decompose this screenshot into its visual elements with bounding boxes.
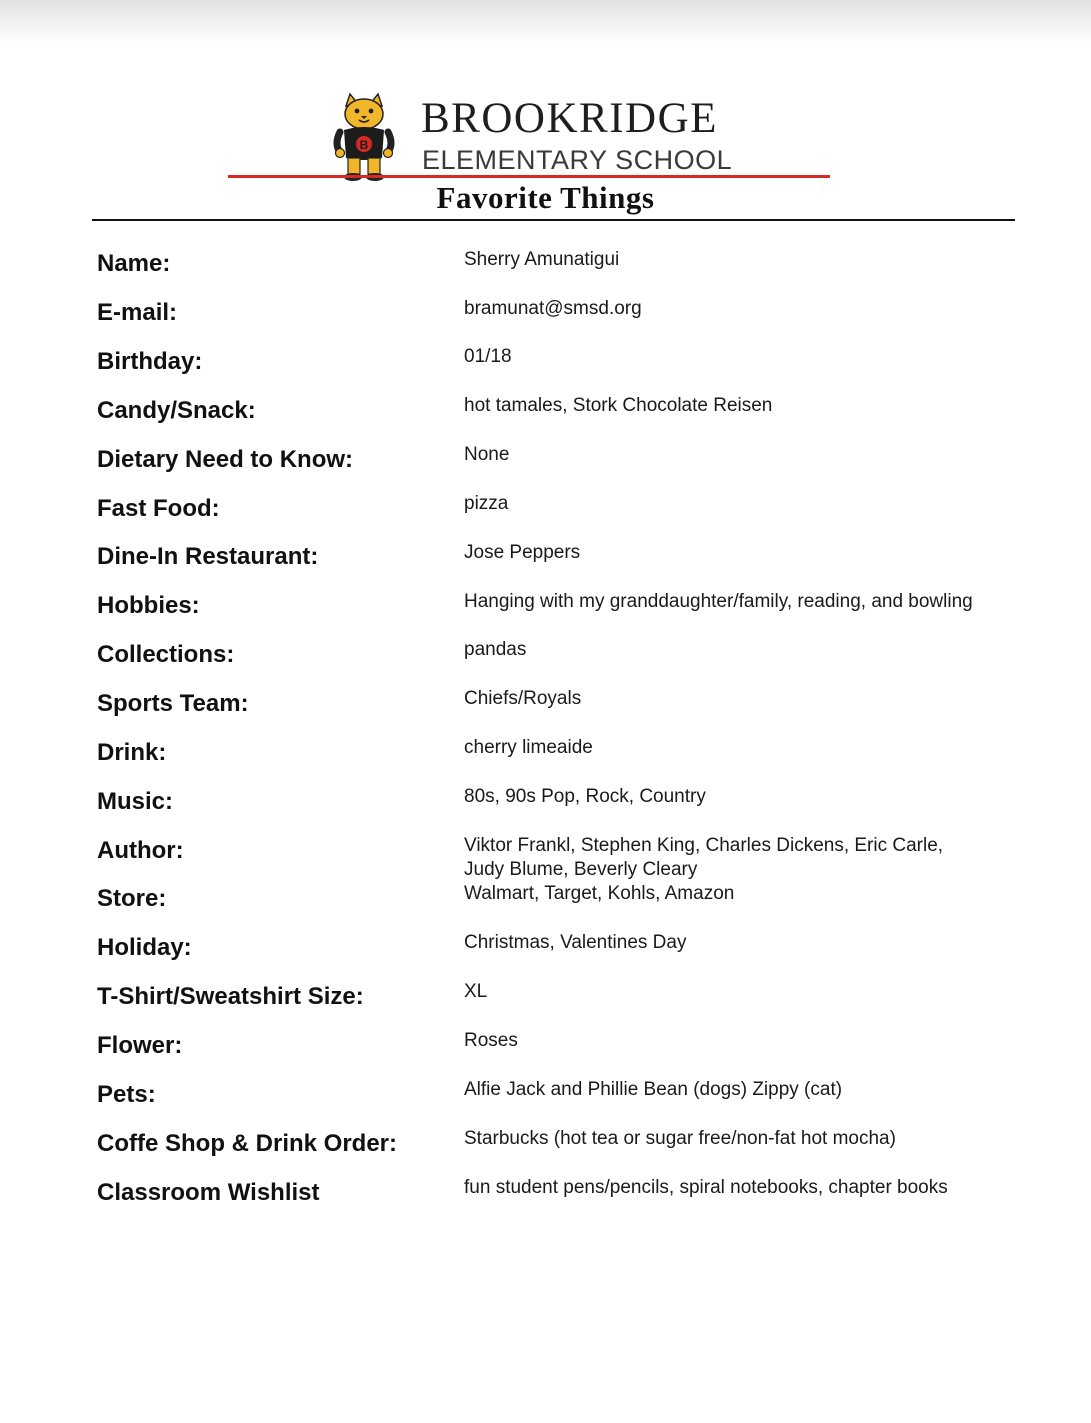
field-value-hobbies: Hanging with my granddaughter/family, reading, and bowling	[464, 591, 973, 612]
field-label-author: Author:	[97, 837, 184, 864]
field-value-email: bramunat@smsd.org	[464, 298, 642, 319]
field-label-pets: Pets:	[97, 1081, 156, 1108]
header-black-divider	[92, 219, 1015, 221]
field-label-shirt-size: T-Shirt/Sweatshirt Size:	[97, 983, 364, 1010]
field-value-drink: cherry limeaide	[464, 737, 593, 758]
field-label-music: Music:	[97, 788, 174, 815]
field-label-sports-team: Sports Team:	[97, 690, 249, 717]
field-label-dietary: Dietary Need to Know:	[97, 446, 354, 473]
field-value-fast-food: pizza	[464, 493, 509, 514]
header-red-divider	[228, 175, 830, 178]
top-shadow	[0, 0, 1091, 44]
field-value-shirt-size: XL	[464, 981, 488, 1002]
field-value-pets: Alfie Jack and Phillie Bean (dogs) Zippy (cat)	[464, 1079, 843, 1100]
field-label-drink: Drink:	[97, 739, 167, 766]
page-title: Favorite Things	[436, 180, 655, 215]
field-label-fast-food: Fast Food:	[97, 495, 220, 522]
field-label-collections: Collections:	[97, 641, 235, 668]
field-value-dietary: None	[464, 444, 510, 465]
field-label-flower: Flower:	[97, 1032, 183, 1059]
field-value-candy-snack: hot tamales, Stork Chocolate Reisen	[464, 395, 773, 416]
school-subtitle: ELEMENTARY SCHOOL	[422, 145, 733, 175]
field-value-holiday: Christmas, Valentines Day	[464, 932, 687, 953]
svg-text:B: B	[359, 138, 369, 152]
field-value-store: Walmart, Target, Kohls, Amazon	[464, 883, 735, 904]
field-label-name: Name:	[97, 250, 171, 277]
field-value-classroom-wishlist: fun student pens/pencils, spiral notebooks, chapter books	[464, 1177, 948, 1198]
field-label-hobbies: Hobbies:	[97, 592, 200, 619]
field-label-dine-in: Dine-In Restaurant:	[97, 543, 319, 570]
field-label-holiday: Holiday:	[97, 934, 192, 961]
field-value-birthday: 01/18	[464, 346, 512, 367]
field-value-dine-in: Jose Peppers	[464, 542, 581, 563]
field-value-sports-team: Chiefs/Royals	[464, 688, 582, 709]
field-label-store: Store:	[97, 885, 167, 912]
field-label-birthday: Birthday:	[97, 348, 203, 375]
field-value-coffee-shop: Starbucks (hot tea or sugar free/non-fat hot mocha)	[464, 1128, 896, 1149]
field-label-classroom-wishlist: Classroom Wishlist	[97, 1179, 320, 1206]
field-value-collections: pandas	[464, 639, 527, 660]
field-label-email: E-mail:	[97, 299, 178, 326]
field-value-flower: Roses	[464, 1030, 518, 1051]
field-label-candy-snack: Candy/Snack:	[97, 397, 256, 424]
school-name: BROOKRIDGE	[421, 95, 718, 142]
bobcat-mascot-icon	[330, 92, 398, 182]
field-value-author: Viktor Frankl, Stephen King, Charles Dickens, Eric Carle, Judy Blume, Beverly Cleary	[464, 835, 944, 880]
field-value-music: 80s, 90s Pop, Rock, Country	[464, 786, 706, 807]
field-label-coffee-shop: Coffe Shop & Drink Order:	[97, 1130, 398, 1157]
field-value-name: Sherry Amunatigui	[464, 249, 620, 270]
